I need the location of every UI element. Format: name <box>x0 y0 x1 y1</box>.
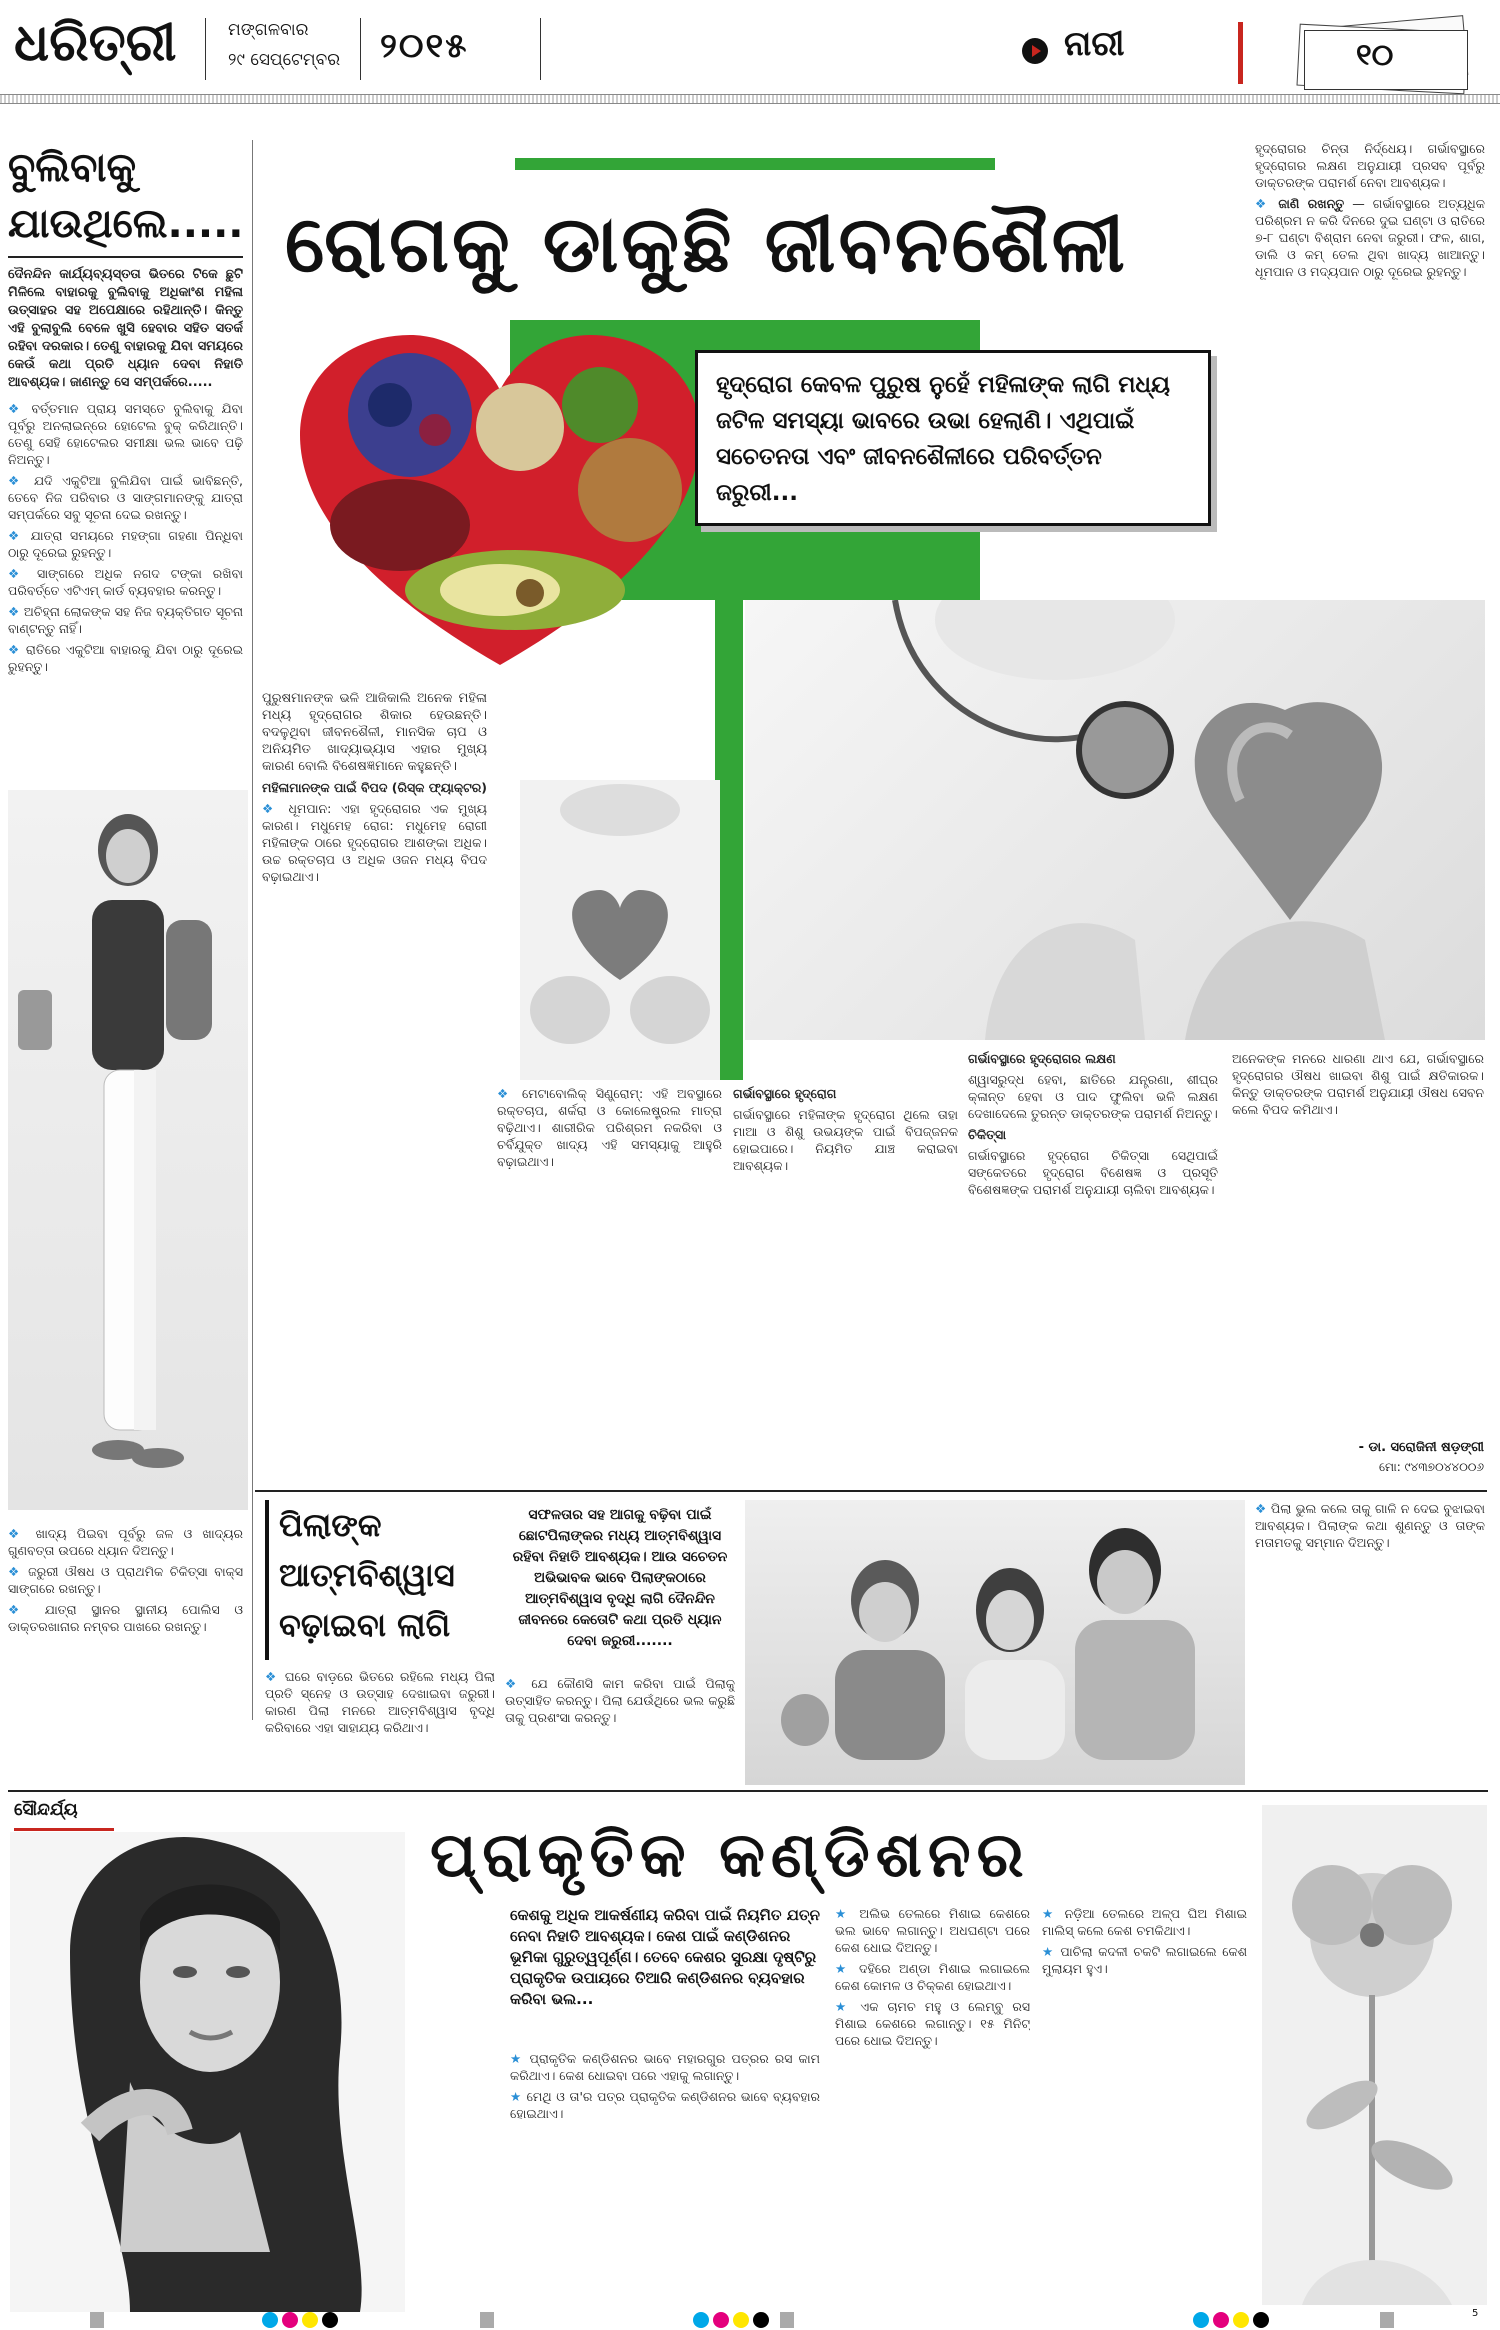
list-item: ❖ ଖାଦ୍ୟ ପିଇବା ପୂର୍ବରୁ ଜଳ ଓ ଖାଦ୍ୟର ଗୁଣବତ୍ତା ଉପରେ ଧ୍ୟାନ ଦିଅନ୍ତୁ। <box>8 1526 243 1558</box>
beauty-tip: ନଡ଼ିଆ ତେଲରେ ଅଳ୍ପ ଘିଅ ମିଶାଇ ମାଲିସ୍ କଲେ କେଶ ଚମକିଥାଏ। <box>1042 1906 1247 1938</box>
hibiscus-flower-photo <box>1262 1805 1487 2305</box>
registration-cyan <box>1193 2312 1209 2328</box>
masthead-logo: ଧରିତ୍ରୀ <box>14 13 177 73</box>
subhead-know: ଜାଣି ରଖନ୍ତୁ <box>1278 196 1345 211</box>
registration-cyan <box>693 2312 709 2328</box>
beauty-tip: ପାଚିଲା କଦଳୀ ଚକଟି ଲଗାଇଲେ କେଶ ମୁଲାୟମ ହୁଏ। <box>1042 1944 1247 1976</box>
family-photo <box>745 1500 1245 1785</box>
registration-black <box>1253 2312 1269 2328</box>
list-item: ❖ ଯଦି ଏକୁଟିଆ ବୁଲିଯିବା ପାଇଁ ଭାବିଛନ୍ତି, ତେବେ ନିଜ ପରିବାର ଓ ସାଙ୍ଗମାନଙ୍କୁ ଯାତ୍ରା ସମ୍ପର୍କରେ ସବୁ ସୂଚନା ଦେଇ ରଖନ୍ତୁ। <box>8 473 243 522</box>
treatment-text: ଗର୍ଭାବସ୍ଥାରେ ହୃଦ୍‌ରୋଗ ଚିକିତ୍ସା ସେଥିପାଇଁ ସଙ୍କେତରେ ହୃଦ୍‌ରୋଗ ବିଶେଷଜ୍ଞ ଓ ପ୍ରସୂତି ବିଶେଷଜ୍ଞଙ୍କ ପରାମର୍ଶ ଅନୁଯାୟୀ ଚାଲିବା ଆବଶ୍ୟକ। <box>968 1148 1218 1197</box>
traveller-woman-photo <box>8 790 248 1510</box>
registration-cyan <box>262 2312 278 2328</box>
registration-magenta <box>713 2312 729 2328</box>
list-item: ❖ ଯାତ୍ରା ସମୟରେ ମହଙ୍ଗା ଗହଣା ପିନ୍ଧିବା ଠାରୁ ଦୂରେଇ ରୁହନ୍ତୁ। <box>8 528 243 560</box>
list-item: ❖ ଯାତ୍ରା ସ୍ଥାନର ସ୍ଥାନୀୟ ପୋଲିସ ଓ ଡାକ୍ତରଖାନାର ନମ୍ବର ପାଖରେ ରଖନ୍ତୁ। <box>8 1602 243 1634</box>
heart-right-intro-column: ହୃଦ୍‌ରୋଗର ଚିନ୍ତା ନିର୍ଦ୍ଧେୟ। ଗର୍ଭାବସ୍ଥାରେ ହୃଦ୍‌ରୋଗର ଲକ୍ଷଣ ଅନୁଯାୟୀ ପ୍ରସବ ପୂର୍ବରୁ ଡାକ୍ତରଙ୍କ ପରାମର୍ଶ ନେବା ଆବଶ୍ୟକ। ❖ ଜାଣି ରଖନ୍ତୁ — ଗର୍ଭାବସ୍ଥାରେ ଅତ୍ୟଧିକ ପରିଶ୍ରମ ନ କରି ଦିନରେ ଦୁଇ ଘଣ୍ଟା ଓ ରାତିରେ ୭-୮ ଘଣ୍ଟା ବିଶ୍ରାମ ନେବା ଜରୁରୀ। ଫଳ, ଶାଗ, ଡାଲି ଓ କମ୍ ତେଲ ଥିବା ଖାଦ୍ୟ ଖାଆନ୍ତୁ। ଧୂମପାନ ଓ ମଦ୍ୟପାନ ଠାରୁ ଦୂରେଇ ରୁହନ୍ତୁ। <box>1255 141 1485 279</box>
pregnancy-text: ଗର୍ଭାବସ୍ଥାରେ ମହିଳାଙ୍କ ହୃଦ୍‌ରୋଗ ଥିଲେ ତାହା ମାଆ ଓ ଶିଶୁ ଉଭୟଙ୍କ ପାଇଁ ବିପଜ୍ଜନକ ହୋଇପାରେ। ନିୟମିତ ଯାଞ୍ଚ କରାଇବା ଆବଶ୍ୟକ। <box>733 1107 958 1173</box>
subhead-risk: ମହିଳାମାନଙ୍କ ପାଇଁ ବିପଦ (ରିସ୍କ ଫ୍ୟାକ୍ଟର) <box>262 780 487 795</box>
green-bar-top <box>515 158 995 170</box>
kids-standfirst: ସଫଳତାର ସହ ଆଗକୁ ବଢ଼ିବା ପାଇଁ ଛୋଟପିଲାଙ୍କର ମଧ୍ୟ ଆତ୍ମବିଶ୍ୱାସ ରହିବା ନିହାତି ଆବଶ୍ୟକ। ଆଉ ସଚେତନ ଅଭିଭାବକ ଭାବେ ପିଲାଙ୍କଠାରେ ଆତ୍ମବିଶ୍ୱାସ ବୃଦ୍ଧି ଲାଗି ଦୈନନ୍ଦିନ ଜୀବନରେ କେତୋଟି କଥା ପ୍ରତି ଧ୍ୟାନ ଦେବା ଜରୁରୀ....... <box>512 1507 728 1649</box>
registration-magenta <box>1213 2312 1229 2328</box>
kids-body2: ଯେ କୌଣସି କାମ କରିବା ପାଇଁ ପିଲାକୁ ଉତ୍ସାହିତ କରନ୍ତୁ। ପିଲା ଯେଉଁଥିରେ ଭଲ କରୁଛି ତାକୁ ପ୍ରଶଂସା କରନ୍ତୁ। <box>505 1676 735 1725</box>
beauty-tip: ମେଥି ଓ ତା'ର ପତ୍ର ପ୍ରାକୃତିକ କଣ୍ଡିଶନର ଭାବେ ବ୍ୟବହାର ହୋଇଥାଏ। <box>510 2089 820 2121</box>
print-gray-bar <box>1380 2312 1394 2328</box>
left-headline-line1: ବୁଲିବାକୁ <box>8 145 137 191</box>
masthead-date: ୨୯ ସେପ୍ଟେମ୍ବର <box>228 50 341 70</box>
list-item: ❖ ଅଚିହ୍ନା ଲୋକଙ୍କ ସହ ନିଜ ବ୍ୟକ୍ତିଗତ ସୂଚନା ବାଣ୍ଟନ୍ତୁ ନାହିଁ। <box>8 604 243 636</box>
beauty-tip: ଏକ ଚାମଚ ମହୁ ଓ ଲେମ୍ବୁ ରସ ମିଶାଇ କେଶରେ ଲଗାନ୍ତୁ। ୧୫ ମିନିଟ୍ ପରେ ଧୋଇ ଦିଅନ୍ତୁ। <box>835 1999 1030 2048</box>
left-tips <box>8 400 243 679</box>
heart-standfirst-box <box>695 350 1211 526</box>
list-item: ❖ ବର୍ତ୍ତମାନ ପ୍ରାୟ ସମସ୍ତେ ବୁଲିବାକୁ ଯିବା ପୂର୍ବରୁ ଅନଲାଇନ୍‌ରେ ହୋଟେଲ ବୁକ୍ କରିଥାନ୍ତି। ତେଣୁ ସେହି ହୋଟେଲର ସମୀକ୍ଷା ଭଲ ଭାବେ ପଢ଼ି ନିଅନ୍ତୁ। <box>8 401 243 467</box>
symptoms-text: ଶ୍ୱାସରୁଦ୍ଧ ହେବା, ଛାତିରେ ଯନ୍ତ୍ରଣା, ଶୀଘ୍ର କ୍ଳାନ୍ତ ହେବା ଓ ପାଦ ଫୁଲିବା ଭଳି ଲକ୍ଷଣ ଦେଖାଦେଲେ ତୁରନ୍ତ ଡାକ୍ତରଙ୍କ ପରାମର୍ଶ ନିଅନ୍ତୁ। <box>968 1072 1218 1121</box>
registration-yellow <box>733 2312 749 2328</box>
woman-long-hair-photo <box>10 1832 405 2312</box>
left-intro: ଦୈନନ୍ଦିନ କାର୍ଯ୍ୟବ୍ୟସ୍ତତା ଭିତରେ ଟିକେ ଛୁଟି ମିଳିଲେ ବାହାରକୁ ବୁଲିବାକୁ ଅଧିକାଂଶ ମହିଳା ଉତ୍ସାହର ସହ ଅପେକ୍ଷାରେ ରହିଥାନ୍ତି। କିନ୍ତୁ ଏହି ବୁଲାବୁଲି ବେଳେ ଖୁସି ହେବାର ସହିତ ସତର୍କ ରହିବା ଦରକାର। ତେଣୁ ବାହାରକୁ ଯିବା ସମୟରେ କେଉଁ କଥା ପ୍ରତି ଧ୍ୟାନ ଦେବା ନିହାତି ଆବଶ୍ୟକ। ଜାଣନ୍ତୁ ସେ ସମ୍ପର୍କରେ..... <box>8 267 243 390</box>
page-number-stack-icon <box>1290 18 1480 96</box>
list-item: ❖ ଜରୁରୀ ଔଷଧ ଓ ପ୍ରାଥମିକ ଚିକିତ୍ସା ବାକ୍ସ ସାଙ୍ଗରେ ରଖନ୍ତୁ। <box>8 1564 243 1596</box>
print-gray-bar <box>780 2312 794 2328</box>
section-divider <box>1238 22 1243 84</box>
doctor-stethoscope-photo <box>745 600 1485 1040</box>
masthead-year: ୨୦୧୫ <box>380 26 469 66</box>
kids-body-1: ❖ ଘରେ ବାଡ଼ରେ ଭିତରେ ରହିଲେ ମଧ୍ୟ ପିଲା ପ୍ରତି ସ୍ନେହ ଓ ଉତ୍ସାହ ଦେଖାଇବା ଜରୁରୀ। କାରଣ ପିଲା ମନରେ ଆତ୍ମବିଶ୍ୱାସ ବୃଦ୍ଧି କରିବାରେ ଏହା ସାହାଯ୍ୟ କରିଥାଏ। <box>265 1669 495 1735</box>
registration-black <box>753 2312 769 2328</box>
heart-right-intro: ହୃଦ୍‌ରୋଗର ଚିନ୍ତା ନିର୍ଦ୍ଧେୟ। ଗର୍ଭାବସ୍ଥାରେ ହୃଦ୍‌ରୋଗର ଲକ୍ଷଣ ଅନୁଯାୟୀ ପ୍ରସବ ପୂର୍ବରୁ ଡାକ୍ତରଙ୍କ ପରାମର୍ଶ ନେବା ଆବଶ୍ୟକ। <box>1255 141 1485 190</box>
print-gray-bar <box>90 2312 104 2328</box>
registration-black <box>322 2312 338 2328</box>
know-text: ଗର୍ଭାବସ୍ଥାରେ ଅତ୍ୟଧିକ ପରିଶ୍ରମ ନ କରି ଦିନରେ ଦୁଇ ଘଣ୍ଟା ଓ ରାତିରେ ୭-୮ ଘଣ୍ଟା ବିଶ୍ରାମ ନେବା ଜରୁରୀ। ଫଳ, ଶାଗ, ଡାଲି ଓ କମ୍ ତେଲ ଥିବା ଖାଦ୍ୟ ଖାଆନ୍ତୁ। ଧୂମପାନ ଓ ମଦ୍ୟପାନ ଠାରୁ ଦୂରେଇ ରୁହନ୍ତୁ। <box>1255 196 1485 279</box>
left-continued <box>8 1525 243 1720</box>
page-number: ୧୦ <box>1356 38 1394 73</box>
kids-headline-line2: ଆତ୍ମବିଶ୍ୱାସ <box>279 1556 455 1594</box>
kids-headline-line1: ପିଲାଙ୍କ <box>279 1506 382 1544</box>
beauty-column-3: ★ ନଡ଼ିଆ ତେଲରେ ଅଳ୍ପ ଘିଅ ମିଶାଇ ମାଲିସ୍ କଲେ କେଶ ଚମକିଥାଏ। ★ ପାଚିଲା କଦଳୀ ଚକଟି ଲଗାଇଲେ କେଶ ମୁଲାୟମ ହୁଏ। <box>1042 1906 1247 1976</box>
masthead <box>0 0 1500 100</box>
heart-body-column-2: ❖ ମେଟାବୋଲିକ୍ ସିଣ୍ଡ୍ରୋମ୍: ଏହି ଅବସ୍ଥାରେ ରକ୍ତଚାପ, ଶର୍କରା ଓ କୋଲେଷ୍ଟ୍ରଲ ମାତ୍ରା ବଢ଼ିଥାଏ। ଶାରୀରିକ ପରିଶ୍ରମ ନକରିବା ଓ ଚର୍ବିଯୁକ୍ତ ଖାଦ୍ୟ ଏହି ସମସ୍ୟାକୁ ଆହୁରି ବଢ଼ାଇଥାଏ। <box>497 1086 722 1169</box>
kids-headline-line3: ବଢ଼ାଇବା ଲାଗି <box>279 1606 451 1644</box>
hands-heart-photo <box>520 780 720 1080</box>
heart-body-column-3 <box>733 1085 958 1470</box>
heart-author-phone: ମୋ: ୯୪୩୭୦୪୪୦୦୬ <box>1379 1460 1484 1474</box>
heart-body-intro: ପୁରୁଷମାନଙ୍କ ଭଳି ଆଜିକାଲି ଅନେକ ମହିଳା ମଧ୍ୟ ହୃଦ୍‌ରୋଗର ଶିକାର ହେଉଛନ୍ତି। ବଦଳୁଥିବା ଜୀବନଶୈଳୀ, ମାନସିକ ଚାପ ଓ ଅନିୟମିତ ଖାଦ୍ୟାଭ୍ୟାସ ଏହାର ମୁଖ୍ୟ କାରଣ ବୋଲି ବିଶେଷଜ୍ଞମାନେ କହୁଛନ୍ତି। <box>262 691 487 774</box>
kids-headline-box <box>265 1500 509 1660</box>
page-code: 5 <box>1472 2308 1479 2319</box>
beauty-tip: ଦହିରେ ଅଣ୍ଡା ମିଶାଇ ଲଗାଇଲେ କେଶ କୋମଳ ଓ ଚିକ୍କଣ ହୋଇଥାଏ। <box>835 1961 1030 1993</box>
masthead-band <box>0 94 1500 104</box>
heart-headline: ରୋଗକୁ ଡାକୁଛି ଜୀବନଶୈଳୀ <box>285 200 1128 290</box>
kids-body-3: ❖ ପିଲା ଭୁଲ କଲେ ତାକୁ ଗାଳି ନ ଦେଇ ବୁଝାଇବା ଆବଶ୍ୟକ। ପିଲାଙ୍କ କଥା ଶୁଣନ୍ତୁ ଓ ତାଙ୍କ ମତାମତକୁ ସମ୍ମାନ ଦିଅନ୍ତୁ। <box>1255 1501 1485 1550</box>
beauty-tip: ଅଲିଭ ତେଲରେ ମିଶାଇ କେଶରେ ଭଲ ଭାବେ ଲଗାନ୍ତୁ। ଅଧଘଣ୍ଟା ପରେ କେଶ ଧୋଇ ଦିଅନ୍ତୁ। <box>835 1906 1030 1955</box>
beauty-headline: ପ୍ରାକୃତିକ କଣ୍ଡିଶନର <box>430 1818 1030 1891</box>
masthead-day: ମଙ୍ଗଳବାର <box>228 20 309 40</box>
kids-body3: ପିଲା ଭୁଲ କଲେ ତାକୁ ଗାଳି ନ ଦେଇ ବୁଝାଇବା ଆବଶ୍ୟକ। ପିଲାଙ୍କ କଥା ଶୁଣନ୍ତୁ ଓ ତାଙ୍କ ମତାମତକୁ ସମ୍ମାନ ଦିଅନ୍ତୁ। <box>1255 1501 1485 1550</box>
beauty-column-1: ★ ପ୍ରାକୃତିକ କଣ୍ଡିଶନର ଭାବେ ମହାରଗୁର ପତ୍ରର ରସ କାମ କରିଥାଏ। କେଶ ଧୋଇବା ପରେ ଏହାକୁ ଲଗାନ୍ତୁ। ★ ମେଥି ଓ ତା'ର ପତ୍ର ପ୍ରାକୃତିକ କଣ୍ଡିଶନର ଭାବେ ବ୍ୟବହାର ହୋଇଥାଏ। <box>510 2051 820 2121</box>
heart-body-column-4 <box>968 1050 1218 1470</box>
subhead-treatment: ଚିକିତ୍ସା <box>968 1127 1007 1142</box>
healthy-food-heart-image <box>300 335 700 675</box>
registration-yellow <box>302 2312 318 2328</box>
kids-body-2: ❖ ଯେ କୌଣସି କାମ କରିବା ପାଇଁ ପିଲାକୁ ଉତ୍ସାହିତ କରନ୍ତୁ। ପିଲା ଯେଉଁଥିରେ ଭଲ କରୁଛି ତାକୁ ପ୍ରଶଂସା କରନ୍ତୁ। <box>505 1676 735 1725</box>
beauty-section-tag <box>14 1800 114 1831</box>
heart-body-column-5 <box>1232 1050 1484 1430</box>
heart-standfirst: ହୃଦ୍‌ରୋଗ କେବଳ ପୁରୁଷ ନୁହେଁ ମହିଳାଙ୍କ ଲାଗି ମଧ୍ୟ ଜଟିଳ ସମସ୍ୟା ଭାବରେ ଉଭା ହେଲାଣି। ଏଥିପାଇଁ ସଚେତନତା ଏବଂ ଜୀବନଶୈଳୀରେ ପରିବର୍ତ୍ତନ ଜରୁରୀ... <box>716 372 1170 506</box>
subhead-pregnancy: ଗର୍ଭାବସ୍ଥାରେ ହୃଦ୍‌ରୋଗ <box>733 1086 837 1101</box>
print-marks <box>0 2308 1500 2330</box>
left-headline-line2: ଯାଉଥିଲେ..... <box>8 201 244 247</box>
list-item: ❖ ସାଙ୍ଗରେ ଅଧିକ ନଗଦ ଟଙ୍କା ରଖିବା ପରିବର୍ତ୍ତେ ଏଟିଏମ୍ କାର୍ଡ ବ୍ୟବହାର କରନ୍ତୁ। <box>8 566 243 598</box>
beauty-tip: ପ୍ରାକୃତିକ କଣ୍ଡିଶନର ଭାବେ ମହାରଗୁର ପତ୍ରର ରସ କାମ କରିଥାଏ। କେଶ ଧୋଇବା ପରେ ଏହାକୁ ଲଗାନ୍ତୁ। <box>510 2051 820 2083</box>
heart-body-column-1: ପୁରୁଷମାନଙ୍କ ଭଳି ଆଜିକାଲି ଅନେକ ମହିଳା ମଧ୍ୟ ହୃଦ୍‌ରୋଗର ଶିକାର ହେଉଛନ୍ତି। ବଦଳୁଥିବା ଜୀବନଶୈଳୀ, ମାନସିକ ଚାପ ଓ ଅନିୟମିତ ଖାଦ୍ୟାଭ୍ୟାସ ଏହାର ମୁଖ୍ୟ କାରଣ ବୋଲି ବିଶେଷଜ୍ଞମାନେ କହୁଛନ୍ତି। ମହିଳାମାନଙ୍କ ପାଇଁ ବିପଦ (ରିସ୍କ ଫ୍ୟାକ୍ଟର) ❖ ଧୂମପାନ: ଏହା ହୃଦ୍‌ରୋଗର ଏକ ମୁଖ୍ୟ କାରଣ। ମଧୁମେହ ରୋଗ: ମଧୁମେହ ରୋଗୀ ମହିଳାଙ୍କ ଠାରେ ହୃଦ୍‌ରୋଗର ଆଶଙ୍କା ଅଧିକ। ଉଚ୍ଚ ରକ୍ତଚାପ ଓ ଅଧିକ ଓଜନ ମଧ୍ୟ ବିପଦ ବଢ଼ାଇଥାଏ। <box>262 691 487 884</box>
subhead-symptoms: ଗର୍ଭାବସ୍ଥାରେ ହୃଦ୍‌ରୋଗର ଲକ୍ଷଣ <box>968 1051 1116 1066</box>
mid-text: ମେଟାବୋଲିକ୍ ସିଣ୍ଡ୍ରୋମ୍: ଏହି ଅବସ୍ଥାରେ ରକ୍ତଚାପ, ଶର୍କରା ଓ କୋଲେଷ୍ଟ୍ରଲ ମାତ୍ରା ବଢ଼ିଥାଏ। ଶାରୀରିକ ପରିଶ୍ରମ ନକରିବା ଓ ଚର୍ବିଯୁକ୍ତ ଖାଦ୍ୟ ଏହି ସମସ୍ୟାକୁ ଆହୁରି ବଢ଼ାଇଥାଏ। <box>497 1086 722 1169</box>
beauty-tag: ସୌନ୍ଦର୍ଯ୍ୟ <box>14 1800 78 1820</box>
beauty-standfirst: କେଶକୁ ଅଧିକ ଆକର୍ଷଣୀୟ କରିବା ପାଇଁ ନିୟମିତ ଯତ୍ନ ନେବା ନିହାତି ଆବଶ୍ୟକ। କେଶ ପାଇଁ କଣ୍ଡିଶନର ଭୂମିକା ଗୁରୁତ୍ୱପୂର୍ଣ୍ଣ। ତେବେ କେଶର ସୁରକ୍ଷା ଦୃଷ୍ଟିରୁ ପ୍ରାକୃତିକ ଉପାୟରେ ତିଆରି କଣ୍ଡିଶନର ବ୍ୟବହାର କରିବା ଭଲ... <box>510 1906 820 2008</box>
beauty-column-2: ★ ଅଲିଭ ତେଲରେ ମିଶାଇ କେଶରେ ଭଲ ଭାବେ ଲଗାନ୍ତୁ। ଅଧଘଣ୍ଟା ପରେ କେଶ ଧୋଇ ଦିଅନ୍ତୁ। ★ ଦହିରେ ଅଣ୍ଡା ମିଶାଇ ଲଗାଇଲେ କେଶ କୋମଳ ଓ ଚିକ୍କଣ ହୋଇଥାଏ। ★ ଏକ ଚାମଚ ମହୁ ଓ ଲେମ୍ବୁ ରସ ମିଶାଇ କେଶରେ ଲଗାନ୍ତୁ। ୧୫ ମିନିଟ୍ ପରେ ଧୋଇ ଦିଅନ୍ତୁ। <box>835 1906 1030 2048</box>
heart-right-col-text: ଅନେକଙ୍କ ମନରେ ଧାରଣା ଥାଏ ଯେ, ଗର୍ଭାବସ୍ଥାରେ ହୃଦ୍‌ରୋଗର ଔଷଧ ଖାଇବା ଶିଶୁ ପାଇଁ କ୍ଷତିକାରକ। କିନ୍ତୁ ଡାକ୍ତରଙ୍କ ପରାମର୍ଶ ଅନୁଯାୟୀ ଔଷଧ ସେବନ କଲେ ବିପଦ କମିଥାଏ। <box>1232 1051 1484 1117</box>
section-name: ନାରୀ <box>1064 24 1125 64</box>
registration-magenta <box>282 2312 298 2328</box>
kids-body1: ଘରେ ବାଡ଼ରେ ଭିତରେ ରହିଲେ ମଧ୍ୟ ପିଲା ପ୍ରତି ସ୍ନେହ ଓ ଉତ୍ସାହ ଦେଖାଇବା ଜରୁରୀ। କାରଣ ପିଲା ମନରେ ଆତ୍ମବିଶ୍ୱାସ ବୃଦ୍ଧି କରିବାରେ ଏହା ସାହାଯ୍ୟ କରିଥାଏ। <box>265 1669 495 1735</box>
heart-author: - ଡା. ସରୋଜିନୀ ଷଡ଼ଙ୍ଗୀ <box>1358 1440 1484 1455</box>
section-play-icon <box>1022 38 1048 64</box>
registration-yellow <box>1233 2312 1249 2328</box>
print-gray-bar <box>480 2312 494 2328</box>
list-item: ❖ ରାତିରେ ଏକୁଟିଆ ବାହାରକୁ ଯିବା ଠାରୁ ଦୂରେଇ ରୁହନ୍ତୁ। <box>8 642 243 674</box>
risk-text: ଧୂମପାନ: ଏହା ହୃଦ୍‌ରୋଗର ଏକ ମୁଖ୍ୟ କାରଣ। ମଧୁମେହ ରୋଗ: ମଧୁମେହ ରୋଗୀ ମହିଳାଙ୍କ ଠାରେ ହୃଦ୍‌ରୋଗର ଆଶଙ୍କା ଅଧିକ। ଉଚ୍ଚ ରକ୍ତଚାପ ଓ ଅଧିକ ଓଜନ ମଧ୍ୟ ବିପଦ ବଢ଼ାଇଥାଏ। <box>262 801 487 884</box>
